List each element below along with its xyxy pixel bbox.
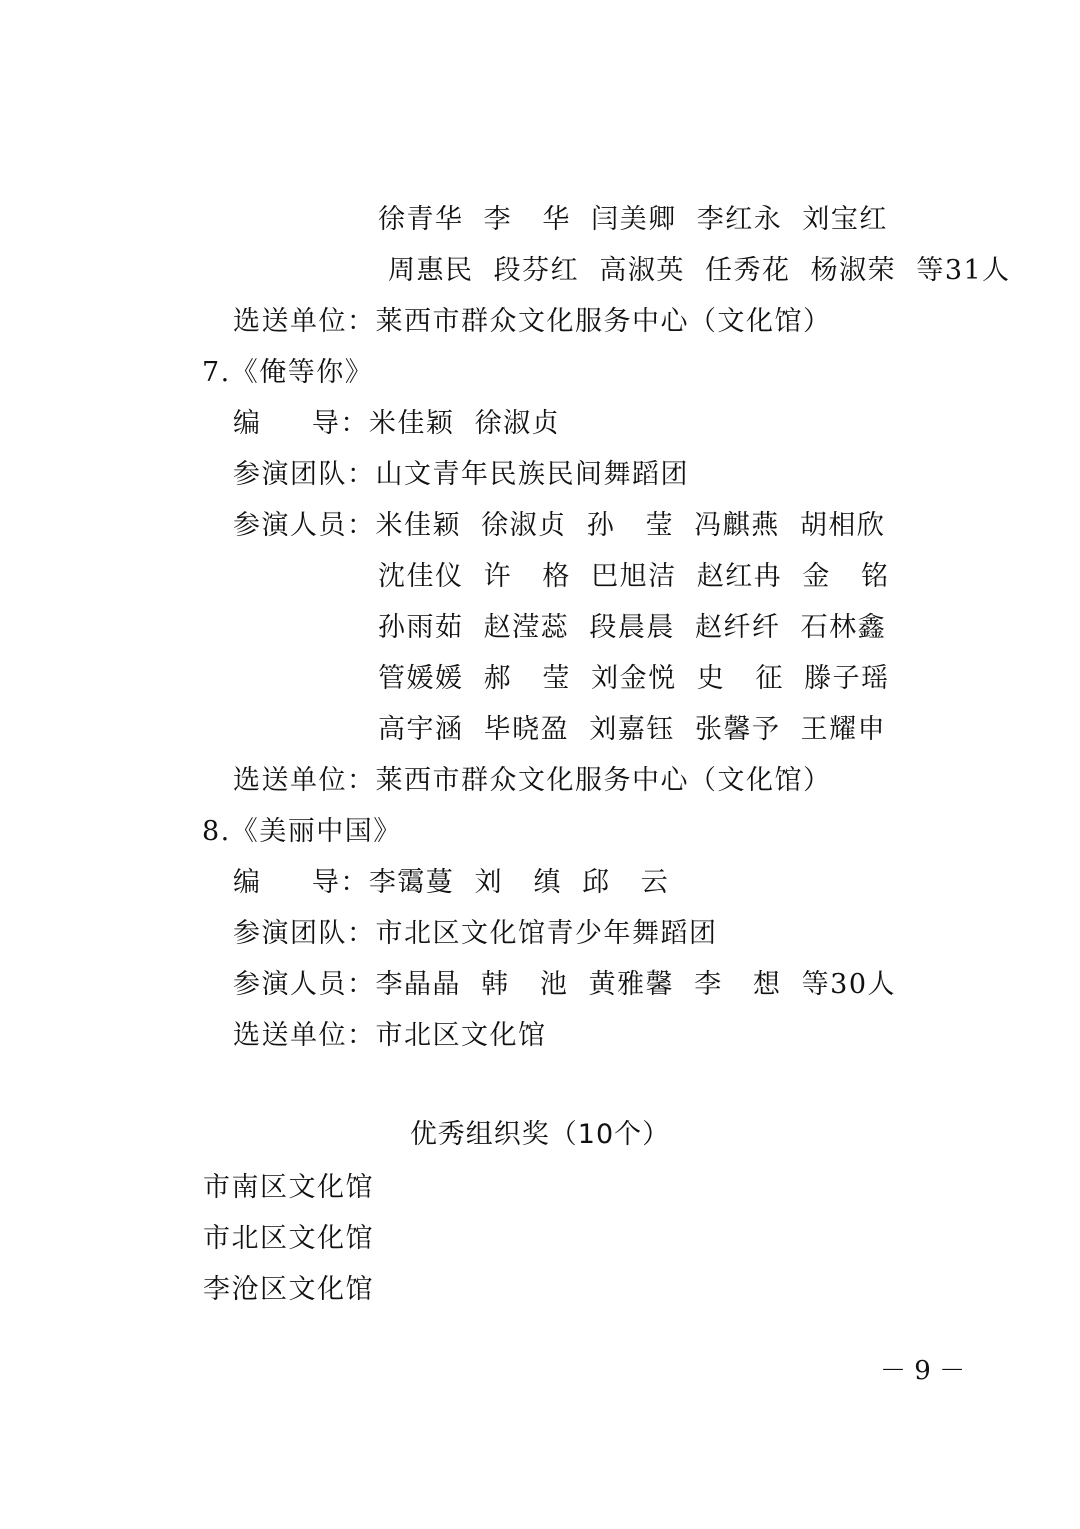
director-line: 编 导：米佳颖 徐淑贞 bbox=[233, 408, 561, 439]
award-section-heading: 优秀组织奖（10个） bbox=[409, 1119, 671, 1150]
performers-line: 周惠民 段芬红 高淑英 任秀花 杨淑荣 等31人 bbox=[388, 255, 1011, 286]
performers-label-line: 参演人员：米佳颖 徐淑贞 孙 莹 冯麒燕 胡相欣 bbox=[233, 510, 886, 541]
award-unit-item: 市南区文化馆 bbox=[203, 1172, 374, 1203]
submitting-unit-line: 选送单位：莱西市群众文化服务中心（文化馆） bbox=[233, 306, 832, 337]
page-number: － 9 － bbox=[880, 1356, 966, 1386]
submitting-unit-line: 选送单位：市北区文化馆 bbox=[233, 1020, 547, 1051]
team-line: 参演团队：山文青年民族民间舞蹈团 bbox=[233, 459, 689, 490]
award-unit-item: 市北区文化馆 bbox=[203, 1223, 374, 1254]
item-8-title: 8.《美丽中国》 bbox=[202, 816, 402, 847]
performers-line: 徐青华 李 华 闫美卿 李红永 刘宝红 bbox=[378, 204, 888, 235]
award-unit-item: 李沧区文化馆 bbox=[203, 1274, 374, 1305]
performers-line: 管媛媛 郝 莹 刘金悦 史 征 滕子瑶 bbox=[378, 663, 890, 694]
director-line: 编 导：李霭蔓 刘 缜 邱 云 bbox=[233, 867, 670, 898]
performers-line: 沈佳仪 许 格 巴旭洁 赵红冉 金 铭 bbox=[378, 561, 890, 592]
item-7-title: 7.《俺等你》 bbox=[202, 357, 374, 388]
submitting-unit-line: 选送单位：莱西市群众文化服务中心（文化馆） bbox=[233, 765, 832, 796]
performers-line: 孙雨茹 赵滢蕊 段晨晨 赵纤纤 石林鑫 bbox=[378, 612, 887, 643]
performers-label-line: 参演人员：李晶晶 韩 池 黄雅馨 李 想 等30人 bbox=[233, 969, 897, 1000]
performers-line: 高宇涵 毕晓盈 刘嘉钰 张馨予 王耀申 bbox=[378, 714, 887, 745]
team-line: 参演团队：市北区文化馆青少年舞蹈团 bbox=[233, 918, 718, 949]
